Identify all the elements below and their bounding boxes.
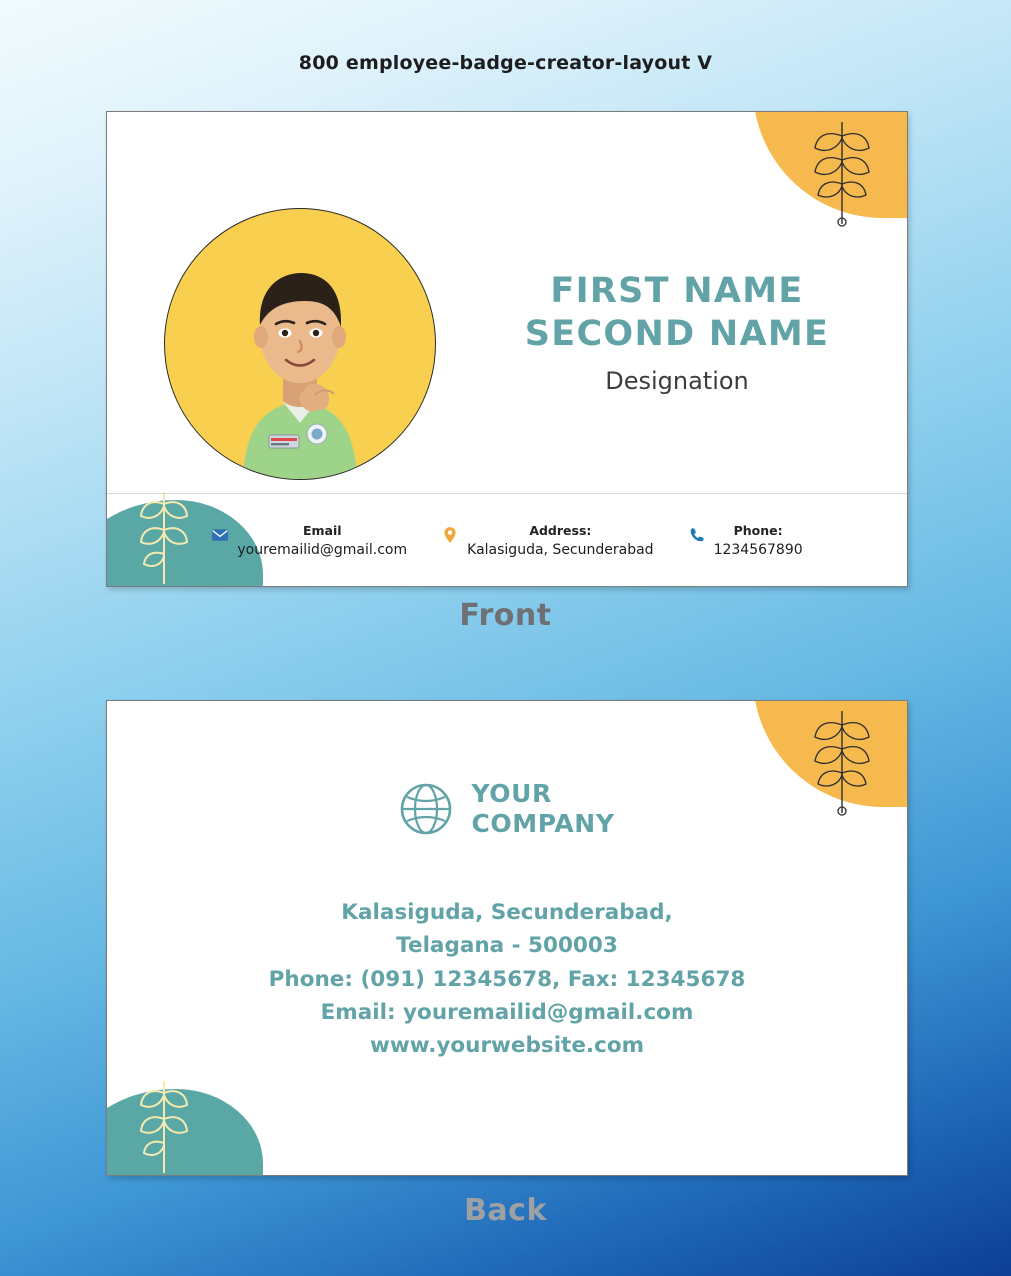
phone-icon	[688, 525, 706, 545]
envelope-icon	[211, 525, 229, 545]
employee-photo	[164, 208, 436, 480]
company-name-line-1: YOUR	[471, 779, 552, 808]
leaf-outline-icon	[799, 118, 885, 228]
contact-phone	[688, 523, 803, 558]
page-title: 800 employee-badge-creator-layout V	[298, 52, 713, 74]
location-pin-icon	[441, 525, 459, 545]
contact-email	[211, 523, 407, 558]
person-portrait-illustration	[165, 209, 435, 479]
company-block	[107, 779, 907, 838]
company-details	[107, 896, 907, 1063]
leaf-light-icon-back	[129, 1079, 199, 1175]
badge-front-card	[106, 111, 908, 587]
contact-email-label: Email	[302, 522, 342, 538]
contact-phone-value: 1234567890	[713, 541, 803, 558]
contact-bar	[107, 493, 907, 586]
badge-back-card	[106, 700, 908, 1176]
contact-phone-label: Phone:	[733, 522, 783, 538]
contact-address	[441, 523, 653, 558]
second-name: SECOND NAME	[524, 313, 830, 354]
contact-address-value: Kalasiguda, Secunderabad	[467, 541, 654, 558]
company-email: Email: youremailid@gmail.com	[320, 999, 694, 1025]
company-name	[471, 779, 614, 838]
front-side-label: Front	[459, 598, 552, 633]
first-name: FIRST NAME	[550, 271, 804, 311]
globe-icon	[399, 782, 453, 836]
company-address-line-1: Kalasiguda, Secunderabad,	[341, 900, 673, 925]
company-address-line-2: Telagana - 500003	[396, 933, 618, 959]
name-block	[467, 270, 887, 395]
designation: Designation	[605, 367, 749, 396]
contact-address-label: Address:	[529, 522, 592, 538]
back-side-label: Back	[464, 1193, 547, 1228]
company-name-line-2: COMPANY	[471, 808, 615, 838]
company-phone-fax: Phone: (091) 12345678, Fax: 12345678	[268, 966, 746, 992]
company-website: www.yourwebsite.com	[369, 1033, 645, 1059]
contact-email-value: youremailid@gmail.com	[237, 541, 408, 558]
